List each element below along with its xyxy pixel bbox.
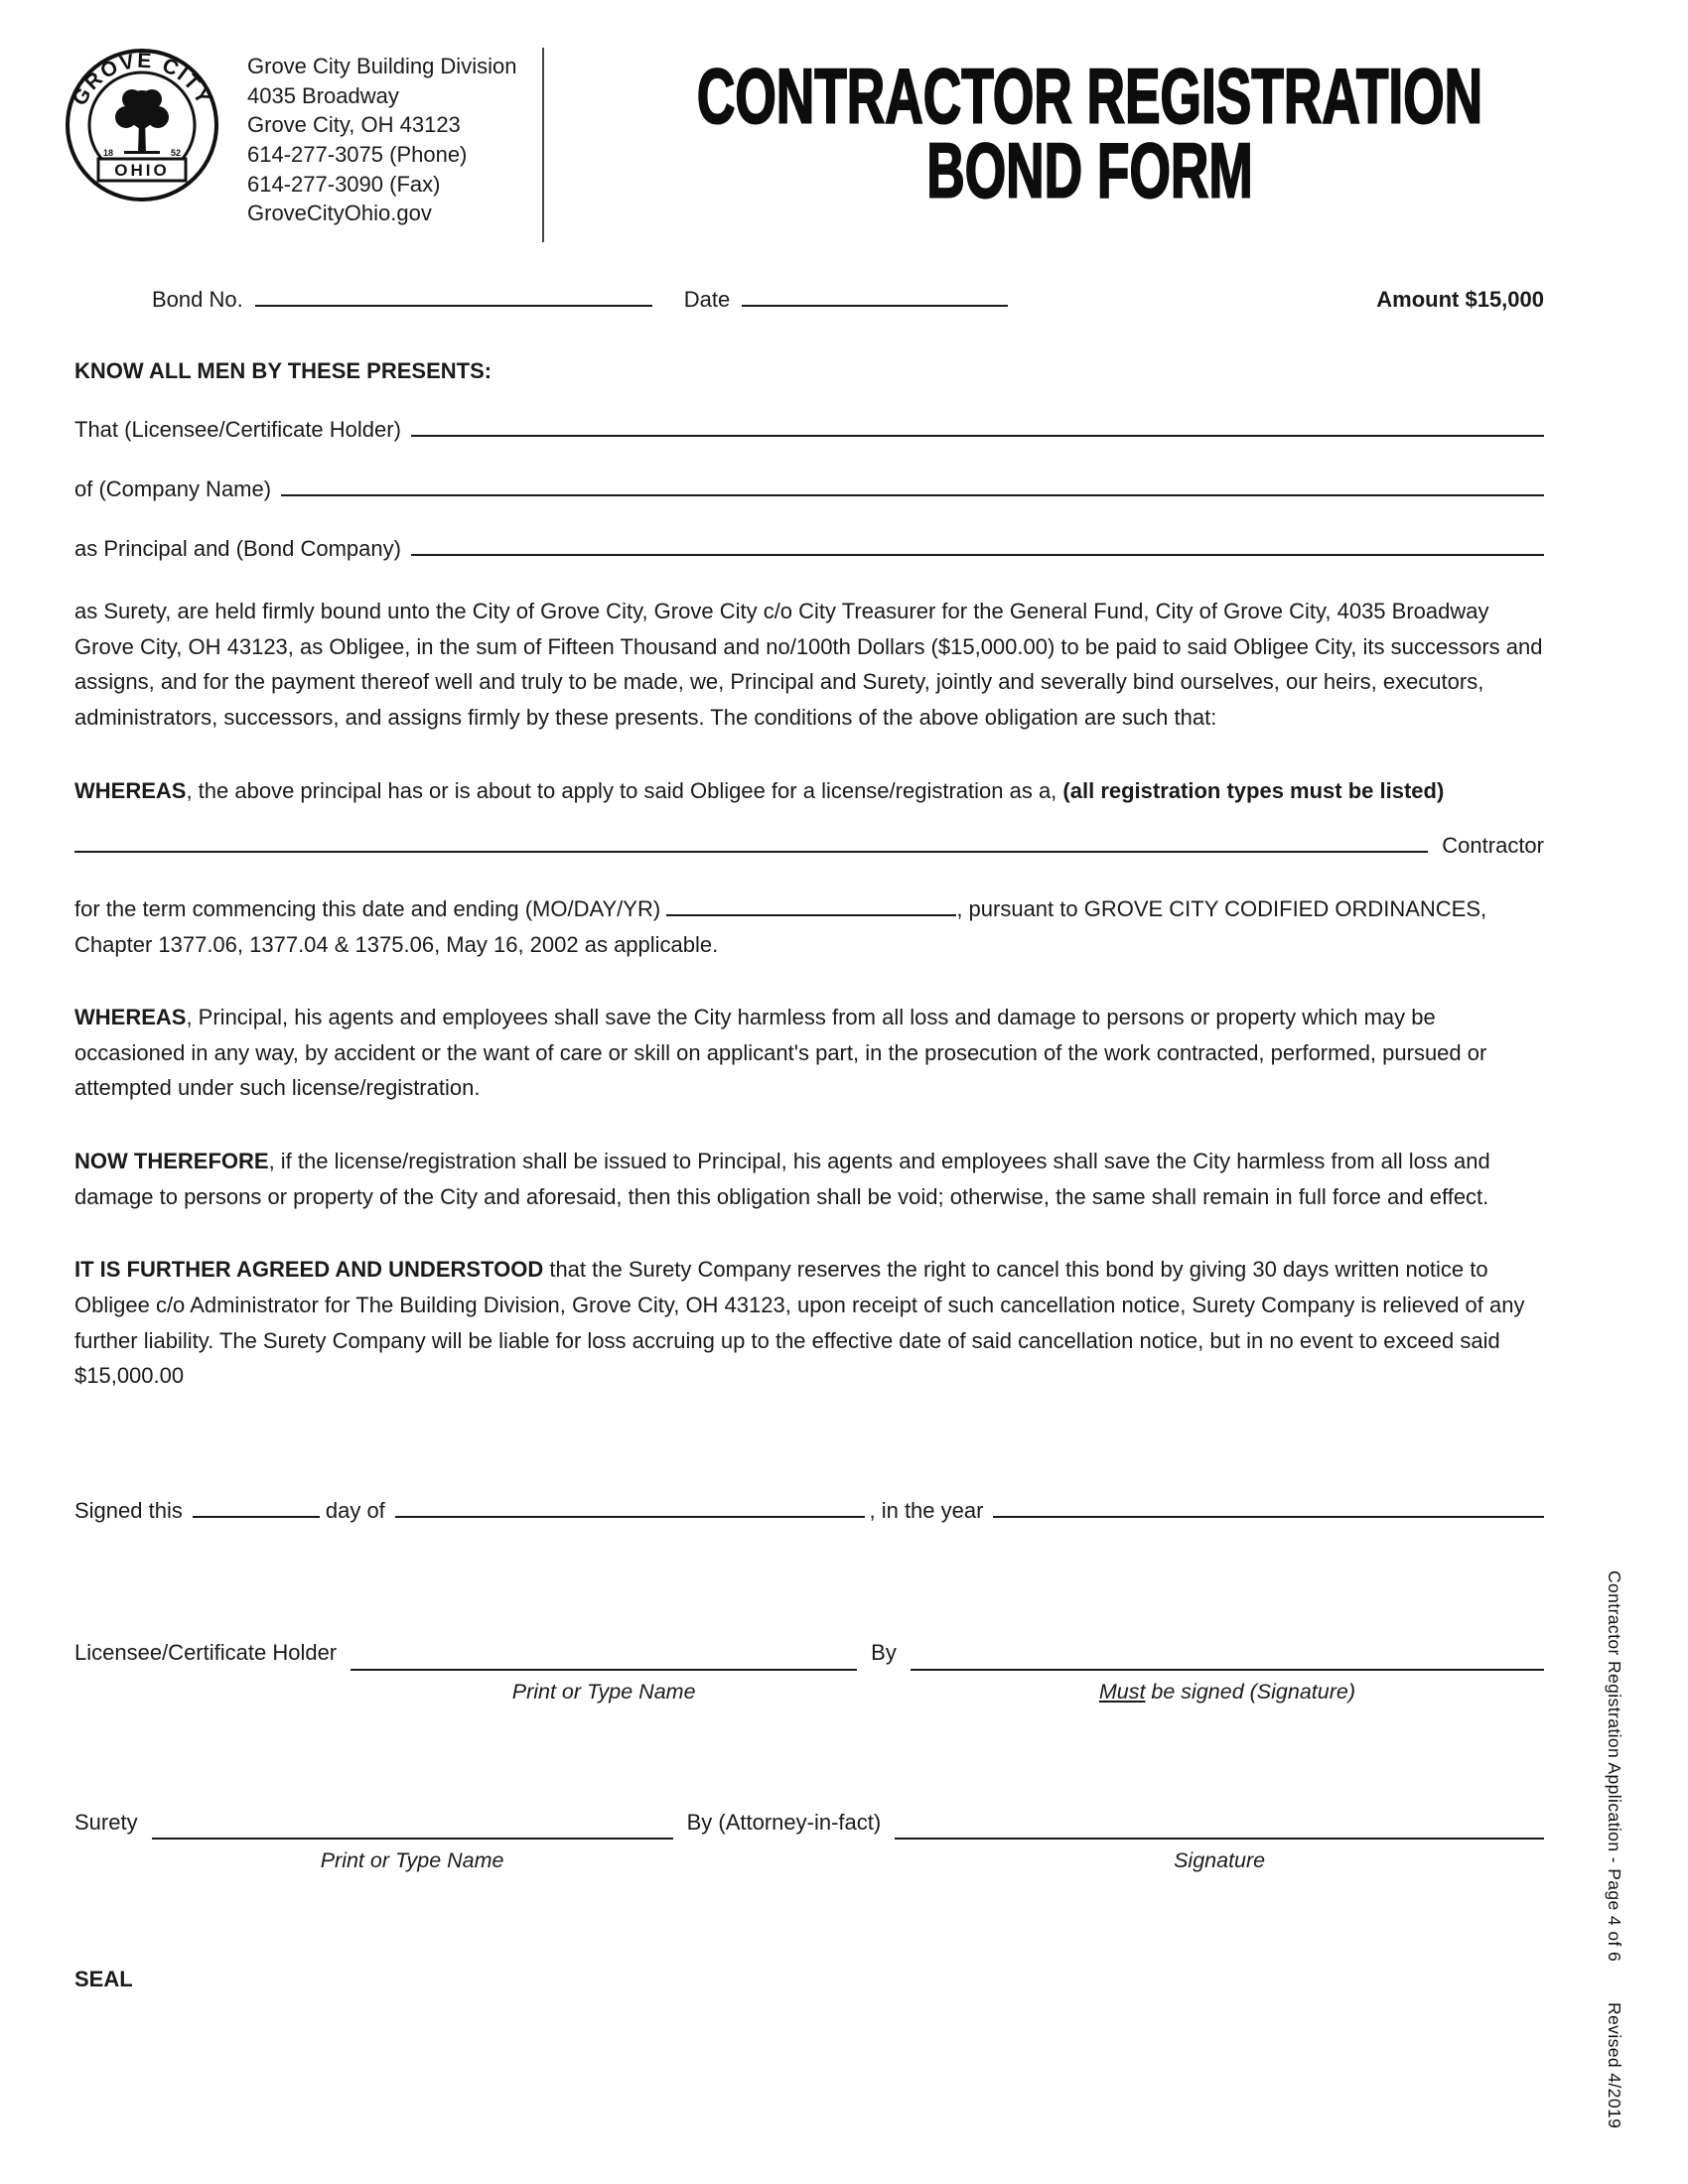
tree-icon <box>115 89 169 154</box>
address-line-division: Grove City Building Division <box>247 54 517 78</box>
signed-month-field[interactable] <box>395 1514 866 1518</box>
page-footer-vertical <box>1606 1570 1623 2129</box>
logo-year-left: 18 <box>102 148 114 158</box>
whereas1-keyword: WHEREAS <box>74 777 187 803</box>
surety-paragraph: as Surety, are held firmly bound unto the City of Grove City, Grove City c/o City Treasurer for the General Fund, City of Grove City, 4035 Broadway Grove City, OH 43123, as Obligee, in the sum of Fifteen Thousand and no/100th Dollars ($15,000.00) to be paid to said Obligee City, its successors and assigns, and for the payment thereof well and truly to be made, we, Principal and Surety, jointly and severally bind ourselves, our heirs, executors, administrators, successors, and assigns firmly by these presents. The conditions of the above obligation are such that: <box>74 599 1543 730</box>
registration-types-row <box>74 828 1544 864</box>
by-label: By <box>871 1640 897 1666</box>
term-ending-date-field[interactable] <box>666 913 956 916</box>
now-therefore-keyword: NOW THEREFORE <box>74 1149 269 1173</box>
form-title-line2: BOND FORM <box>926 127 1254 214</box>
bond-company-row <box>74 531 1544 567</box>
licensee-signature-caption <box>911 1675 1544 1709</box>
in-the-year-label: , in the year <box>869 1497 984 1523</box>
signed-year-field[interactable] <box>993 1514 1544 1518</box>
term-paragraph <box>74 891 1544 962</box>
further-agreed-text: that the Surety Company reserves the right to cancel this bond by giving 30 days written notice to Obligee c/o Administrator for The Building Division, Grove City, OH 43123, upon receipt of such cancellation notice, Surety Company is relieved of any further liability. The Surety Company will be liable for loss accruing up to the effective date of said cancellation notice, but in no event to exceed said $15,000.00 <box>74 1257 1525 1389</box>
whereas1-bold-note: (all registration types must be listed) <box>1062 777 1445 803</box>
bond-company-field[interactable] <box>411 552 1544 556</box>
signed-day-field[interactable] <box>193 1514 320 1518</box>
principal-label: as Principal and (Bond Company) <box>74 535 401 561</box>
now-therefore-text: , if the license/registration shall be issued to Principal, his agents and employees shall save the City harmless from all loss and damage to persons or property of the City and aforesaid, then this obligation shall be void; otherwise, the same shall remain in full force and effect. <box>74 1149 1490 1209</box>
whereas2-text: , Principal, his agents and employees shall save the City harmless from all loss and damage to persons or property which may be occasioned in any way, by accident or the want of care or skill on applicant's part, in the prosecution of the work contracted, performed, pursued or attempted under such license/registration. <box>74 1005 1487 1101</box>
term-text-tail: , pursuant to GROVE CITY CODIFIED ORDINANCES, Chapter 1377.06, 1377.04 & 1375.06, May 16, 2002 as applicable. <box>74 895 1487 957</box>
further-agreed-paragraph <box>74 1252 1544 1394</box>
whereas2-paragraph <box>74 1000 1544 1106</box>
bond-no-field[interactable] <box>255 303 652 307</box>
attorney-signature-field[interactable] <box>895 1834 1544 1840</box>
grove-city-seal-icon <box>63 46 221 205</box>
licensee-signature-block <box>74 1635 1544 1708</box>
whereas2-keyword: WHEREAS <box>74 1005 187 1030</box>
licensee-print-caption: Print or Type Name <box>511 1680 696 1704</box>
company-row <box>74 472 1544 507</box>
registration-types-field[interactable] <box>74 849 1428 853</box>
address-line-website: GroveCityOhio.gov <box>247 201 432 226</box>
grove-city-seal-logo <box>63 46 221 205</box>
footer-revision: Revised 4/2019 <box>1605 2002 1624 2129</box>
date-label: Date <box>683 287 731 312</box>
whereas1-paragraph <box>74 773 1544 809</box>
logo-year-right: 52 <box>170 148 182 158</box>
form-title <box>544 46 1635 214</box>
licensee-label: That (Licensee/Certificate Holder) <box>74 417 401 443</box>
address-line-phone: 614-277-3075 (Phone) <box>247 142 468 168</box>
licensee-holder-field[interactable] <box>411 433 1544 437</box>
address-line-city: Grove City, OH 43123 <box>247 112 461 138</box>
address-line-fax: 614-277-3090 (Fax) <box>247 171 441 197</box>
surety-print-caption: Print or Type Name <box>320 1848 504 1873</box>
seal-label: SEAL <box>74 1967 133 1992</box>
date-field[interactable] <box>742 303 1008 307</box>
presents-heading: KNOW ALL MEN BY THESE PRESENTS: <box>74 357 492 383</box>
licensee-signature-field[interactable] <box>911 1665 1544 1671</box>
further-agreed-keyword: IT IS FURTHER AGREED AND UNDERSTOOD <box>74 1257 544 1283</box>
bond-info-row <box>74 282 1544 318</box>
amount-label: Amount $15,000 <box>1376 287 1544 312</box>
address-line-street: 4035 Broadway <box>247 82 399 108</box>
whereas1-text: , the above principal has or is about to apply to said Obligee for a license/registration as a, <box>186 777 1063 803</box>
now-therefore-paragraph <box>74 1144 1544 1214</box>
surety-signature-caption: Signature <box>1174 1848 1266 1873</box>
footer-page-info: Contractor Registration Application - Page 4 of 6 <box>1605 1570 1624 1963</box>
day-of-label: day of <box>325 1497 385 1523</box>
signed-date-row <box>74 1493 1544 1529</box>
attorney-in-fact-label: By (Attorney-in-fact) <box>686 1809 882 1835</box>
signed-this-label: Signed this <box>74 1497 183 1523</box>
contractor-suffix-label: Contractor <box>1442 833 1544 859</box>
bond-no-label: Bond No. <box>152 287 243 312</box>
form-title-line1: CONTRACTOR REGISTRATION <box>697 53 1483 140</box>
logo-banner-text: OHIO <box>114 161 170 180</box>
must-rest: be signed (Signature) <box>1145 1680 1355 1704</box>
company-name-field[interactable] <box>281 492 1544 496</box>
licensee-print-name-field[interactable] <box>351 1665 857 1671</box>
surety-signature-block <box>74 1805 1544 1878</box>
must-word: Must <box>1098 1680 1146 1704</box>
term-text-lead: for the term commencing this date and ending (MO/DAY/YR) <box>74 895 661 921</box>
licensee-row <box>74 412 1544 448</box>
letterhead <box>68 46 1544 242</box>
logo-arc-text: GROVE CITY <box>68 49 216 110</box>
licensee-holder-label: Licensee/Certificate Holder <box>74 1640 338 1666</box>
surety-print-name-field[interactable] <box>152 1834 673 1840</box>
company-label: of (Company Name) <box>74 476 272 501</box>
surety-label: Surety <box>74 1809 138 1835</box>
letterhead-address <box>247 46 516 228</box>
